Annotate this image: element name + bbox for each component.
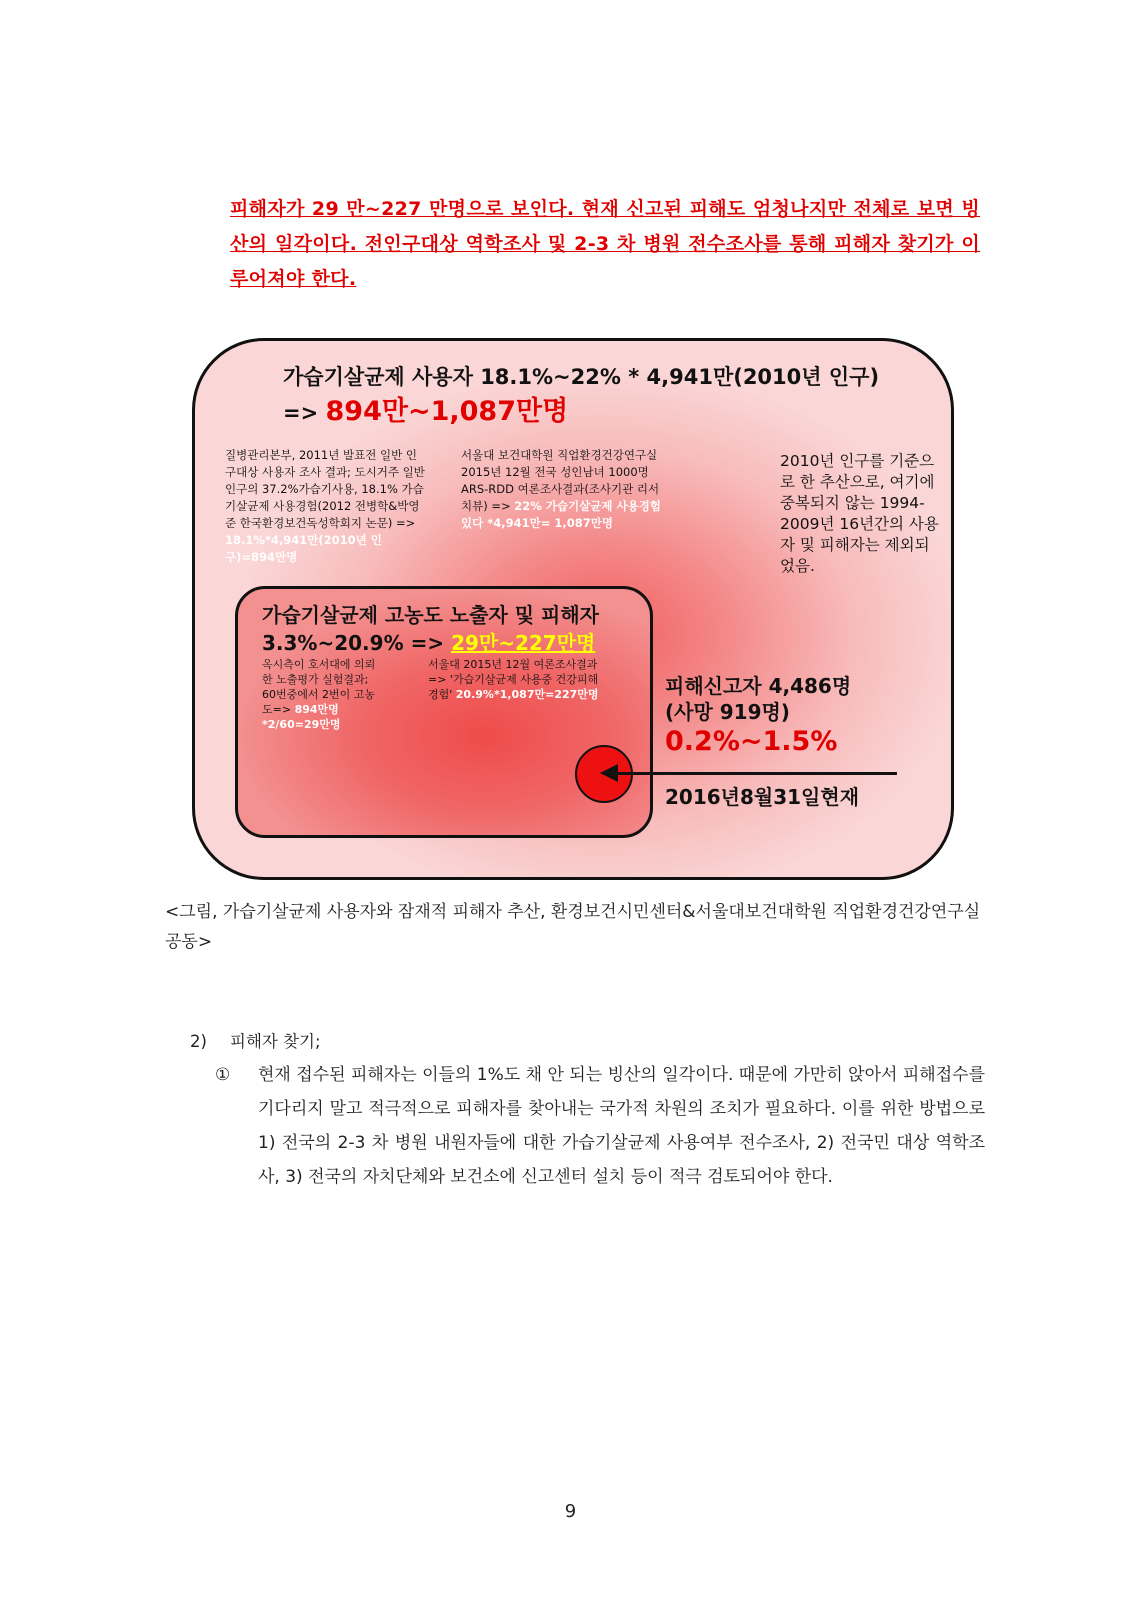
- reported-percentage: 0.2%~1.5%: [665, 726, 838, 757]
- death-count: (사망 919명): [665, 700, 790, 724]
- victims-estimate: 29만~227만명: [451, 631, 596, 655]
- note-oxy-experiment: [262, 657, 382, 732]
- population-basis-note: 2010년 인구를 기준으로 한 추산으로, 여기에 중복되지 않는 1994-2009년 16년간의 사용자 및 피해자는 제외되었음.: [780, 452, 939, 575]
- note-b-highlight: 22% 가습기살균제 사용경험있다 *4,941만= 1,087만명: [461, 499, 661, 530]
- note-snu-health-damage: [428, 657, 603, 702]
- section-heading: [190, 1028, 321, 1052]
- users-estimate: 894만~1,087만명: [325, 396, 569, 427]
- note-d-text: 서울대 2015년 12월 여론조사결과 => '가습기살균제 사용중 건강피해 경험': [428, 658, 599, 701]
- list-item: [215, 1058, 985, 1194]
- intro-paragraph: 피해자가 29 만~227 만명으로 보인다. 현재 신고된 피해도 엄청나지만 전체로 보면 빙산의 일각이다. 전인구대상 역학조사 및 2-3 차 병원 전수조사를 통해 피해자 찾기가 이루어져야 한다.: [230, 198, 980, 290]
- note-a-text: 질병관리본부, 2011년 발표전 일반 인구대상 사용자 조사 결과; 도시거주 일반인구의 37.2%가습기사용, 18.1% 가습기살균제 사용경험(2012 전병학&박영준 한국환경보건독성학회지 논문) =>: [225, 448, 425, 530]
- arrow-left-icon: [600, 764, 618, 782]
- figure-caption: <그림, 가습기살균제 사용자와 잠재적 피해자 추산, 환경보건시민센터&서울대보건대학원 직업환경건강연구실 공동>: [165, 902, 981, 952]
- note-kcdc-survey: [225, 447, 425, 566]
- users-estimate-line: [283, 389, 568, 428]
- list-item-text: 현재 접수된 피해자는 이들의 1%도 채 안 되는 빙산의 일각이다. 때문에 가만히 앉아서 피해접수를 기다리지 말고 적극적으로 피해자를 찾아내는 국가적 차원의 조치가 필요하다. 이를 위한 방법으로 1) 전국의 2-3 차 병원 내원자들에 대한 가습기살균제 사용여부 전수조사, 2) 전국민 대상 역학조사, 3) 전국의 자치단체와 보건소에 신고센터 설치 등이 적극 검토되어야 한다.: [258, 1065, 985, 1187]
- note-d-highlight: 20.9%*1,087만=227만명: [455, 688, 599, 701]
- victims-estimate-line: [262, 627, 595, 656]
- victim-estimate-figure: [192, 338, 954, 880]
- page-number: 9: [564, 1501, 577, 1522]
- reported-count: 피해신고자 4,486명: [665, 674, 852, 698]
- note-snu-survey: [461, 447, 661, 532]
- figure-title: 가습기살균제 사용자 18.1%~22% * 4,941만(2010년 인구): [283, 365, 880, 389]
- arrow-prefix: =>: [283, 401, 326, 425]
- note-c-highlight: 894만명*2/60=29만명: [262, 703, 341, 731]
- circled-one-marker: ①: [215, 1065, 231, 1085]
- note-a-highlight: 18.1%*4,941만(2010년 인구)=894만명: [225, 533, 382, 564]
- high-exposure-box: [235, 586, 653, 838]
- inner-range: 3.3%~20.9% =>: [262, 631, 452, 655]
- section-title: 피해자 찾기;: [230, 1032, 321, 1051]
- reported-victims-block: [665, 673, 851, 759]
- note-b-text: 서울대 보건대학원 직업환경건강연구실 2015년 12월 전국 성인남녀 1000명 ARS-RDD 여론조사결과(조사기관 리서치뷰) =>: [461, 448, 660, 513]
- arrow-shaft: [607, 772, 897, 775]
- inner-title: 가습기살균제 고농도 노출자 및 피해자: [262, 603, 599, 627]
- section-number: 2): [190, 1032, 207, 1051]
- as-of-date: 2016년8월31일현재: [665, 785, 860, 809]
- note-c-text: 옥시측이 호서대에 의뢰한 노출평가 실험결과; 60번중에서 2번이 고농도=>: [262, 658, 376, 716]
